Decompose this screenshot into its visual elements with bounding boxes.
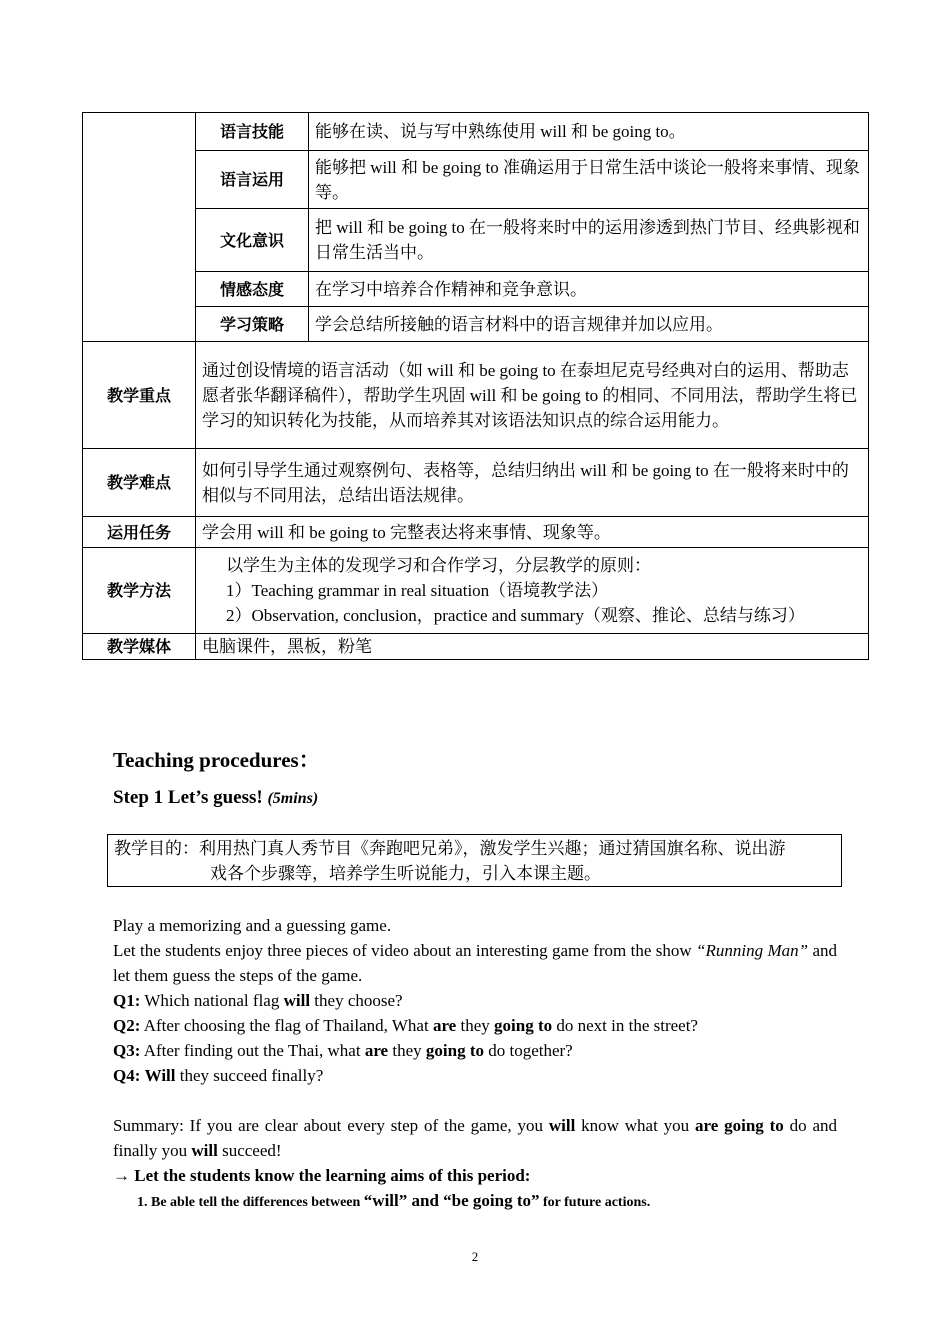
keyword: will	[283, 991, 311, 1010]
keyword: will	[191, 1141, 218, 1160]
keyword: going to	[425, 1041, 484, 1060]
row-label: 情感态度	[196, 272, 309, 307]
keyword: will	[548, 1116, 576, 1135]
row-label: 学习策略	[196, 307, 309, 342]
question-text: they	[388, 1041, 426, 1060]
difficulties-text: 如何引导学生通过观察例句、表格等，总结归纳出 will 和 be going to 在一般将来时中的相似与不同用法，总结出语法规律。	[196, 449, 869, 517]
question-q3	[113, 1038, 837, 1063]
methods-label: 教学方法	[83, 548, 196, 634]
question-tag: Q2:	[113, 1016, 141, 1035]
media-label: 教学媒体	[83, 634, 196, 660]
row-text: 把 will 和 be going to 在一般将来时中的运用渗透到热门节目、经典影视和日常生活当中。	[309, 209, 869, 272]
task-text: 学会用 will 和 be going to 完整表达将来事情、现象等。	[196, 517, 869, 548]
row-label: 语言技能	[196, 113, 309, 151]
video-text: Let the students enjoy three pieces of video about an interesting game from the show	[113, 941, 697, 960]
show-title: “Running Man”	[696, 941, 809, 960]
methods-line: 1）Teaching grammar in real situation（语境教学法）	[226, 581, 609, 600]
goal-text: 1. Be able tell the differences between	[137, 1195, 364, 1210]
methods-line: 2）Observation, conclusion，practice and summary（观察、推论、总结与练习）	[226, 606, 805, 625]
table-row	[83, 113, 869, 151]
aim-line: 戏各个步骤等，培养学生听说能力，引入本课主题。	[210, 864, 601, 883]
summary-text: do and finally you	[113, 1116, 837, 1160]
question-text: Which national flag	[140, 991, 284, 1010]
section-heading: Teaching procedures：	[113, 748, 320, 772]
table-row	[83, 307, 869, 342]
question-q4	[113, 1063, 837, 1088]
question-text: After choosing the flag of Thailand, What	[140, 1016, 433, 1035]
video-paragraph	[113, 938, 837, 988]
task-label: 运用任务	[83, 517, 196, 548]
row-label: 文化意识	[196, 209, 309, 272]
video-text: and let them guess the steps of the game.	[113, 941, 837, 985]
goal-keywords: “will” and “be going to”	[363, 1191, 540, 1210]
keyword: Will	[144, 1066, 176, 1085]
table-row	[83, 209, 869, 272]
question-text: they choose?	[310, 991, 403, 1010]
goal-text: for future actions.	[539, 1195, 651, 1210]
keyword: are	[432, 1016, 457, 1035]
row-label: 语言运用	[196, 151, 309, 209]
page-number: 2	[471, 1249, 479, 1264]
table-row	[83, 272, 869, 307]
summary-text: succeed!	[217, 1141, 282, 1160]
question-q1	[113, 988, 837, 1013]
table-row	[83, 634, 869, 660]
table-row	[83, 548, 869, 634]
teaching-aim-box	[107, 834, 842, 887]
question-text: do together?	[483, 1041, 573, 1060]
keyword: are	[364, 1041, 389, 1060]
question-text: After finding out the Thai, what	[140, 1041, 365, 1060]
methods-line: 以学生为主体的发现学习和合作学习，分层教学的原则：	[226, 556, 651, 575]
row-text: 在学习中培养合作精神和竞争意识。	[309, 272, 869, 307]
procedure-body	[113, 913, 837, 1215]
question-tag: Q1:	[113, 991, 141, 1010]
question-text: do next in the street?	[552, 1016, 698, 1035]
row-text: 能够把 will 和 be going to 准确运用于日常生活中谈论一般将来事情、现象等。	[309, 151, 869, 209]
keyword: are going to	[694, 1116, 784, 1135]
key-points-text: 通过创设情境的语言活动（如 will 和 be going to 在泰坦尼克号经典对白的运用、帮助志愿者张华翻译稿件），帮助学生巩固 will 和 be going to 的相同、不同用法，帮助学生将已学习的知识转化为技能，从而培养其对该语法知识点的综合运用能力。	[196, 342, 869, 449]
key-points-label: 教学重点	[83, 342, 196, 449]
question-text: they	[456, 1016, 495, 1035]
summary-text: Summary: If you are clear about every step of the game, you	[113, 1116, 549, 1135]
table-row	[83, 517, 869, 548]
table-row	[83, 151, 869, 209]
question-text: they succeed finally?	[175, 1066, 324, 1085]
step-title: Step 1 Let’s guess!	[113, 787, 263, 808]
question-tag: Q3:	[113, 1041, 141, 1060]
step-time: (5mins)	[267, 790, 319, 807]
summary-paragraph	[113, 1113, 837, 1163]
keyword: going to	[494, 1016, 553, 1035]
media-text: 电脑课件，黑板，粉笔	[196, 634, 869, 660]
spacer	[113, 1088, 837, 1113]
merged-blank-cell	[83, 113, 196, 342]
summary-text: know what you	[575, 1116, 695, 1135]
table-row	[83, 342, 869, 449]
row-text: 学会总结所接触的语言材料中的语言规律并加以应用。	[309, 307, 869, 342]
table-row	[83, 449, 869, 517]
question-tag: Q4:	[113, 1066, 141, 1085]
methods-cell	[196, 548, 869, 634]
goals-heading: → Let the students know the learning aims of this period:	[113, 1166, 531, 1185]
aim-line: 教学目的：利用热门真人秀节目《奔跑吧兄弟》，激发学生兴趣；通过猜国旗名称、说出游	[114, 839, 786, 858]
question-q2	[113, 1013, 837, 1038]
row-text: 能够在读、说与写中熟练使用 will 和 be going to。	[309, 113, 869, 151]
difficulties-label: 教学难点	[83, 449, 196, 517]
goal-item	[113, 1188, 837, 1215]
intro-text: Play a memorizing and a guessing game.	[113, 916, 392, 935]
teaching-objectives-table	[82, 112, 869, 660]
step-heading	[113, 784, 318, 813]
